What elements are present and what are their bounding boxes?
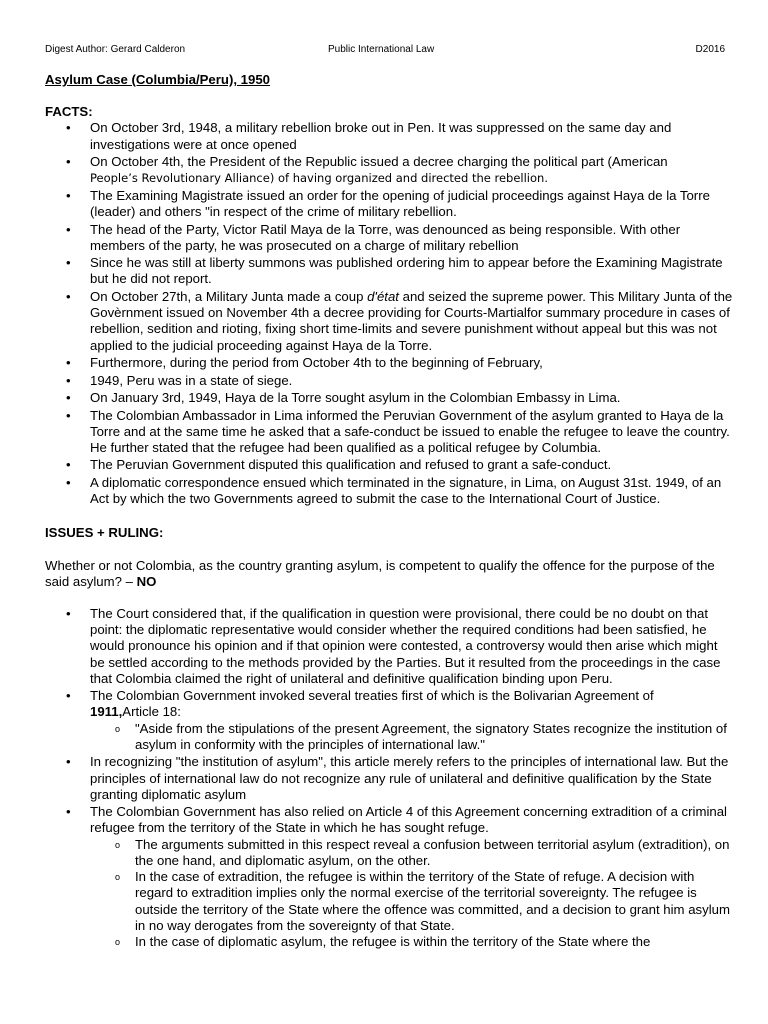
- fact-text: The Examining Magistrate issued an order for the opening of judicial proceedings against Haya de la Torre (leader) and others "in respect of the crime of military rebellion.: [90, 187, 710, 220]
- fact-text: and seized the supreme power. This Military Junta of the Govèrnment issued on November 4th a decree providing for Courts-Martialfor summary procedure in cases of rebellion, sedition and rioting, fixing short time-limits and severe punishment without appeal but this was not applied to the judicial proceeding against Haya de la Torre.: [90, 288, 733, 353]
- fact-item: [45, 408, 735, 457]
- ruling-subitem: [90, 934, 735, 950]
- fact-text: On October 4th, the President of the Republic issued a decree charging the political part (American: [90, 154, 668, 170]
- case-title: Asylum Case (Columbia/Peru), 1950: [45, 72, 270, 87]
- fact-text: The head of the Party, Victor Ratil Maya de la Torre, was denounced as being responsible. With other members of the party, he was prosecuted on a charge of military rebellion: [90, 221, 681, 253]
- issue-question: [45, 558, 735, 590]
- ruling-text: The Colombian Government has also relied on Article 4 of this Agreement concerning extradition of a criminal refugee from the territory of the State in which he has sought refuge.: [90, 804, 727, 836]
- fact-item: [45, 188, 735, 220]
- fact-text: Since he was still at liberty summons was published ordering him to appear before the Examining Magistrate but he did not report.: [90, 255, 723, 287]
- fact-item: [45, 154, 735, 186]
- fact-text: On October 27th, a Military Junta made a coup: [90, 288, 368, 304]
- ruling-item: [45, 804, 735, 950]
- fact-italic-term: d'état: [367, 288, 399, 304]
- ruling-sublist: [90, 721, 735, 753]
- header-author: Digest Author: Gerard Calderon: [45, 44, 186, 55]
- fact-item: [45, 355, 735, 371]
- fact-item: [45, 457, 735, 473]
- fact-item: [45, 289, 735, 354]
- fact-text: A diplomatic correspondence ensued which terminated in the signature, in Lima, on August 31st. 1949, of an Act by which the two Governments agreed to submit the case to the International Court of Justice.: [90, 474, 722, 507]
- ruling-text: In recognizing "the institution of asylum", this article merely refers to the principles of international law. But the principles of international law do not recognize any rule of unilateral and definitive qualification by the State granting diplomatic asylum: [90, 754, 729, 802]
- fact-item: [45, 222, 735, 254]
- page-header: [45, 44, 725, 58]
- ruling-item: [45, 606, 735, 687]
- ruling-item: [45, 754, 735, 803]
- fact-item: [45, 255, 735, 287]
- fact-text: 1949, Peru was in a state of siege.: [90, 372, 293, 388]
- fact-text: On October 3rd, 1948, a military rebellion broke out in Pen. It was suppressed on the same day and investigations were at once opened: [90, 120, 672, 152]
- ruling-text: Article 18:: [122, 704, 181, 720]
- ruling-bold-year: 1911,: [90, 704, 123, 720]
- ruling-item: [45, 688, 735, 753]
- fact-item: [45, 373, 735, 389]
- ruling-subtext: In the case of extradition, the refugee is within the territory of the State of refuge. A decision with regard to extradition implies only the normal exercise of the territorial sovereignty. The refugee is outside the territory of the State where the offence was committed, and a decision to grant him asylum in no way derogates from the sovereignty of that State.: [135, 869, 730, 933]
- fact-text: The Colombian Ambassador in Lima informed the Peruvian Government of the asylum granted to Haya de la Torre and at the same time he asked that a safe-conduct be issued to enable the refugee to leave the country. He further stated that the refugee had been qualified as a political refugee by Columbia.: [90, 407, 730, 455]
- question-text: Whether or not Colombia, as the country granting asylum, is competent to qualify the offence for the purpose of the said asylum? –: [45, 557, 715, 589]
- fact-item: [45, 390, 735, 406]
- facts-list: [45, 120, 735, 507]
- ruling-subitem: [90, 721, 735, 753]
- fact-text: On January 3rd, 1949, Haya de la Torre sought asylum in the Colombian Embassy in Lima.: [90, 390, 621, 406]
- document-body: [45, 72, 735, 951]
- ruling-subitem: [90, 837, 735, 869]
- question-answer: NO: [136, 573, 157, 589]
- fact-text-continuation: People’s Revolutionary Alliance) of having organized and directed the rebellion.: [90, 171, 548, 186]
- header-code: D2016: [695, 44, 725, 55]
- ruling-subtext: The arguments submitted in this respect reveal a confusion between territorial asylum (extradition), on the one hand, and diplomatic asylum, on the other.: [135, 836, 730, 868]
- ruling-subtext: In the case of diplomatic asylum, the refugee is within the territory of the State where the: [135, 933, 651, 949]
- ruling-text: The Colombian Government invoked several treaties first of which is the Bolivarian Agreement of: [90, 688, 654, 704]
- header-subject: Public International Law: [328, 44, 435, 55]
- ruling-subitem: [90, 869, 735, 934]
- ruling-subtext: "Aside from the stipulations of the present Agreement, the signatory States recognize the institution of asylum in conformity with the principles of international law.": [135, 720, 727, 752]
- fact-text: Furthermore, during the period from October 4th to the beginning of February,: [90, 355, 543, 371]
- fact-text: The Peruvian Government disputed this qualification and refused to grant a safe-conduct.: [90, 457, 612, 473]
- ruling-sublist: [90, 837, 735, 950]
- ruling-text: The Court considered that, if the qualification in question were provisional, there could be no doubt on that point: the diplomatic representative would consider whether the required conditions had been satisfied, he would pronounce his opinion and if that opinion were contested, a controversy would then arise which might be settled according to the methods provided by the Parties. But it resulted from the proceedings in the case that Colombia claimed the right of unilateral and definitive qualification binding upon Peru.: [90, 605, 721, 686]
- facts-heading: FACTS:: [45, 104, 93, 120]
- fact-item: [45, 120, 735, 152]
- issues-heading: ISSUES + RULING:: [45, 525, 164, 541]
- ruling-list: [45, 606, 735, 950]
- fact-item: [45, 475, 735, 507]
